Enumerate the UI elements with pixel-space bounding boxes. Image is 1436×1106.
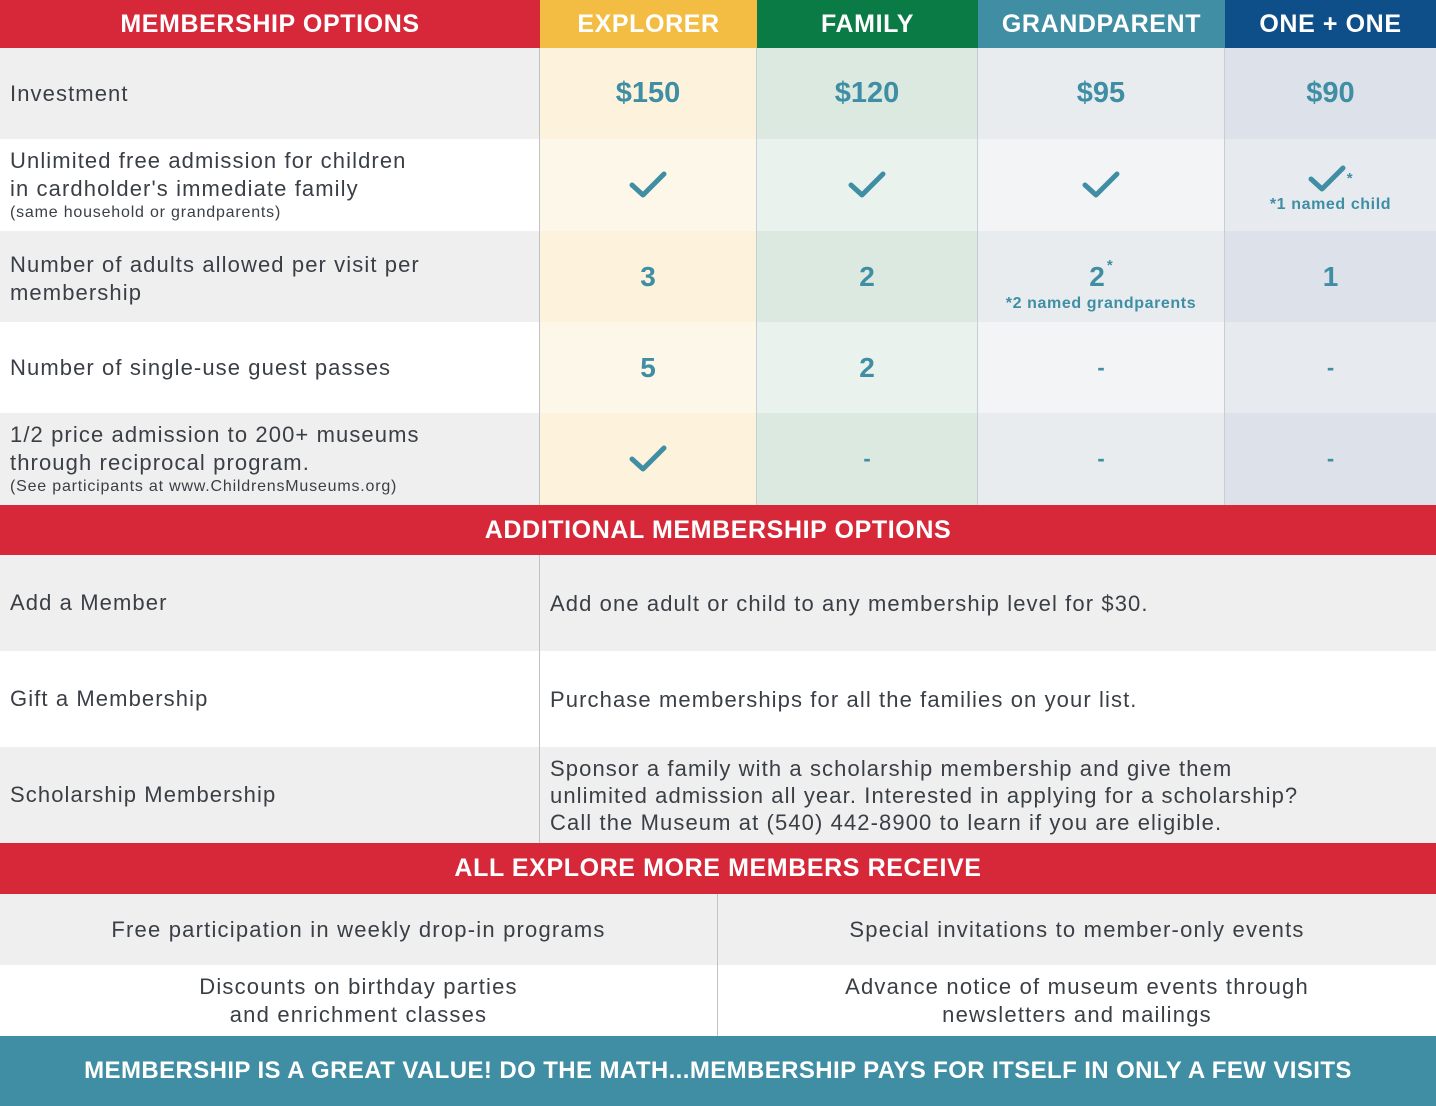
one-plus-one-price: $90 [1225,48,1436,139]
add-member-desc: Add one adult or child to any membership level for $30. [540,555,1436,651]
benefit-member-events: Special invitations to member-only events [718,894,1436,965]
adults-label: Number of adults allowed per visit per membership [0,231,540,322]
check-icon [1082,170,1120,200]
adults-row [0,231,1436,322]
grandparent-adults: 2 * *2 named grandparents [978,231,1225,322]
grandparent-passes: - [978,322,1225,413]
tier-family-heading: FAMILY [757,0,978,48]
explorer-adults: 3 [540,231,757,322]
benefits-row-2 [0,965,1436,1036]
check-icon [629,170,667,200]
add-member-row [0,555,1436,651]
asterisk: * [1346,170,1354,187]
guest-passes-label: Number of single-use guest passes [0,322,540,413]
explorer-reciprocal [540,413,757,505]
one-plus-one-admission [1225,139,1436,231]
explorer-price: $150 [540,48,757,139]
scholarship-label: Scholarship Membership [0,747,540,843]
family-adults: 2 [757,231,978,322]
scholarship-row [0,747,1436,843]
gift-membership-desc: Purchase memberships for all the families on your list. [540,651,1436,747]
guest-passes-row [0,322,1436,413]
check-icon [629,444,667,474]
members-receive-heading: ALL EXPLORE MORE MEMBERS RECEIVE [0,843,1436,894]
additional-options-heading: ADDITIONAL MEMBERSHIP OPTIONS [0,505,1436,555]
benefit-birthday-discounts: Discounts on birthday parties and enrichment classes [0,965,718,1036]
grandparent-reciprocal: - [978,413,1225,505]
grandparent-admission [978,139,1225,231]
membership-header-row [0,0,1436,48]
admission-label: Unlimited free admission for children in cardholder's immediate family (same household or grandparents) [0,139,540,231]
tier-grandparent-heading: GRANDPARENT [978,0,1225,48]
named-child-note: *1 named child [1269,196,1392,213]
scholarship-desc: Sponsor a family with a scholarship membership and give them unlimited admission all year. Interested in applying for a scholarship? Call the Museum at (540) 442-8900 to learn if you are eligible. [540,747,1436,843]
grandparent-price: $95 [978,48,1225,139]
benefits-row-1 [0,894,1436,965]
one-plus-one-passes: - [1225,322,1436,413]
tier-explorer-heading: EXPLORER [540,0,757,48]
gift-membership-row [0,651,1436,747]
gift-membership-label: Gift a Membership [0,651,540,747]
check-icon [1308,164,1346,194]
one-plus-one-reciprocal: - [1225,413,1436,505]
family-passes: 2 [757,322,978,413]
named-grandparents-note: *2 named grandparents [1005,294,1197,312]
investment-row [0,48,1436,139]
explorer-passes: 5 [540,322,757,413]
admission-row [0,139,1436,231]
family-price: $120 [757,48,978,139]
add-member-label: Add a Member [0,555,540,651]
benefit-drop-in-programs: Free participation in weekly drop-in programs [0,894,718,965]
membership-options-heading: MEMBERSHIP OPTIONS [0,0,540,48]
reciprocal-label: 1/2 price admission to 200+ museums through reciprocal program. (See participants at www.ChildrensMuseums.org) [0,413,540,505]
investment-label: Investment [0,48,540,139]
tier-one-plus-one-heading: ONE + ONE [1225,0,1436,48]
reciprocal-row [0,413,1436,505]
family-admission [757,139,978,231]
one-plus-one-adults: 1 [1225,231,1436,322]
check-icon [848,170,886,200]
value-footer-banner: MEMBERSHIP IS A GREAT VALUE! DO THE MATH...MEMBERSHIP PAYS FOR ITSELF IN ONLY A FEW VISITS [0,1036,1436,1106]
benefit-advance-notice: Advance notice of museum events through newsletters and mailings [718,965,1436,1036]
explorer-admission [540,139,757,231]
family-reciprocal: - [757,413,978,505]
